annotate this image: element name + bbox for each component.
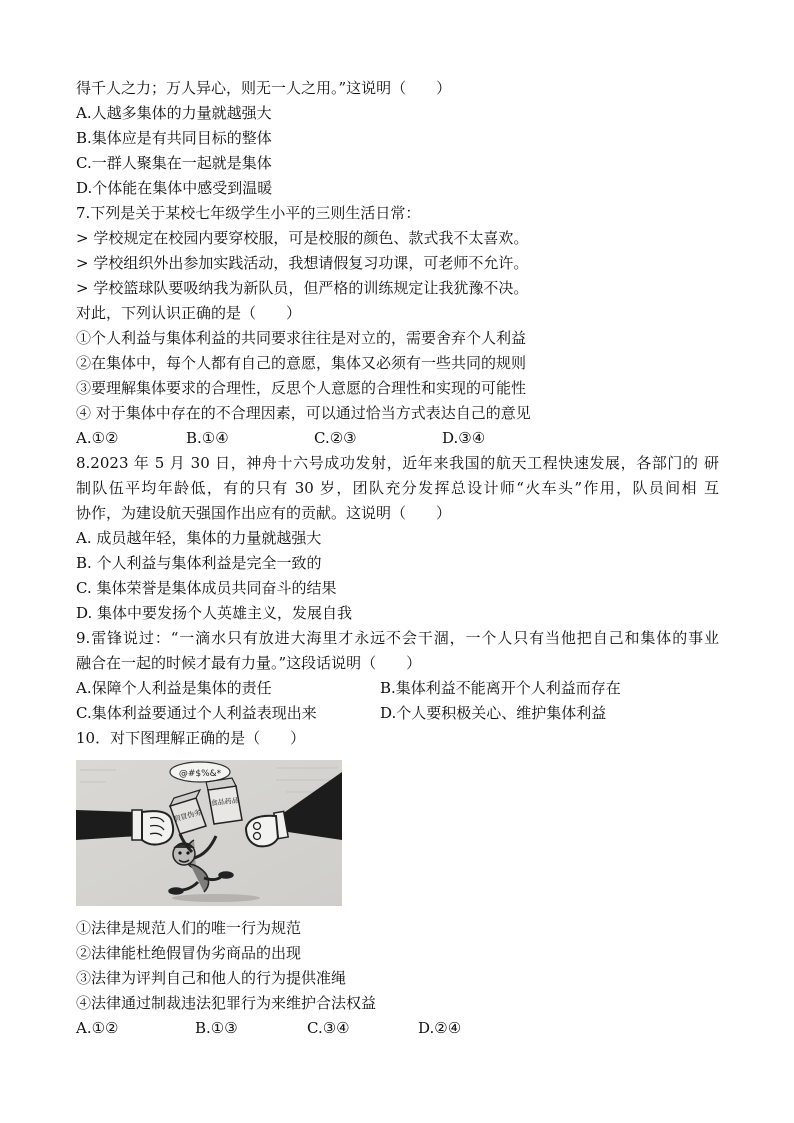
q7-scenario-3: > 学校篮球队要吸纳我为新队员，但严格的训练规定让我犹豫不决。 <box>76 279 529 297</box>
q7-option-a: A.①② <box>76 429 119 447</box>
q9-option-b: B.集体利益不能离开个人利益而存在 <box>380 679 621 697</box>
q7-item-4: ④ 对于集体中存在的不合理因素，可以通过恰当方式表达自己的意见 <box>76 404 531 422</box>
q10-item-3: ③法律为评判自己和他人的行为提供准绳 <box>76 969 347 987</box>
q7-option-c: C.②③ <box>314 429 357 447</box>
q7-question: 对此，下列认识正确的是（ ） <box>76 304 302 322</box>
svg-text:食品药品: 食品药品 <box>210 796 240 808</box>
q8-option-a: A. 成员越年轻，集体的力量就越强大 <box>76 529 322 547</box>
q10-item-2: ②法律能杜绝假冒伪劣商品的出现 <box>76 944 302 962</box>
q10-option-c: C.③④ <box>307 1019 350 1037</box>
q6-option-d: D.个体能在集体中感受到温暖 <box>76 179 273 197</box>
q10-option-b: B.①③ <box>195 1019 238 1037</box>
q6-option-b: B.集体应是有共同目标的整体 <box>76 129 272 147</box>
q10-stem: 10．对下图理解正确的是（ ） <box>76 729 306 747</box>
q7-item-1: ①个人利益与集体利益的共同要求往往是对立的，需要舍弃个人利益 <box>76 329 527 347</box>
q8-option-c: C. 集体荣誉是集体成员共同奋斗的结果 <box>76 579 337 597</box>
q7-item-3: ③要理解集体要求的合理性，反思个人意愿的合理性和实现的可能性 <box>76 379 527 397</box>
q8-stem-line-1: 8.2023 年 5 月 30 日，神舟十六号成功发射，近年来我国的航天工程快速发展，各部门的 研 <box>76 454 719 472</box>
q9-option-a: A.保障个人利益是集体的责任 <box>76 679 272 697</box>
q7-scenario-1: > 学校规定在校园内要穿校服，可是校服的颜色、款式我不太喜欢。 <box>76 229 529 247</box>
q7-option-d: D.③④ <box>442 429 486 447</box>
q9-option-c: C.集体利益要通过个人利益表现出来 <box>76 704 317 722</box>
q10-item-1: ①法律是规范人们的唯一行为规范 <box>76 919 302 937</box>
cartoon-figure <box>76 760 342 906</box>
q10-option-d: D.②④ <box>418 1019 462 1037</box>
q8-stem-line-2: 制队伍平均年龄低，有的只有 30 岁，团队充分发挥总设计师“火车头”作用，队员间相 互 <box>76 479 719 497</box>
q7-option-b: B.①④ <box>186 429 229 447</box>
q10-option-a: A.①② <box>76 1019 119 1037</box>
q7-item-2: ②在集体中，每个人都有自己的意愿，集体又必须有一些共同的规则 <box>76 354 527 372</box>
q9-stem-line-1: 9.雷锋说过：“一滴水只有放进大海里才永远不会干涸，一个人只有当他把自己和集体的事业 <box>76 629 719 647</box>
svg-text:@#$%&*: @#$%&* <box>178 769 222 779</box>
q6-option-c: C.一群人聚集在一起就是集体 <box>76 154 272 172</box>
q6-option-a: A.人越多集体的力量就越强大 <box>76 104 272 122</box>
q9-stem-line-2: 融合在一起的时候才最有力量。”这段话说明（ ） <box>76 654 422 672</box>
svg-text:假冒伪劣: 假冒伪劣 <box>172 808 203 824</box>
speech-bubble <box>170 762 230 782</box>
q8-stem-line-3: 协作，为建设航天强国作出应有的贡献。这说明（ ） <box>76 504 452 522</box>
q7-stem: 7.下列是关于某校七年级学生小平的三则生活日常： <box>76 204 421 222</box>
q6-stem-tail: 得千人之力；万人异心，则无一人之用。”这说明（ ） <box>76 79 452 97</box>
q10-item-4: ④法律通过制裁违法犯罪行为来维护合法权益 <box>76 994 377 1012</box>
q9-option-d: D.个人要积极关心、维护集体利益 <box>380 704 607 722</box>
q8-option-b: B. 个人利益与集体利益是完全一致的 <box>76 554 322 572</box>
q8-option-d: D. 集体中要发扬个人英雄主义，发展自我 <box>76 604 353 622</box>
q7-scenario-2: > 学校组织外出参加实践活动，我想请假复习功课，可老师不允许。 <box>76 254 529 272</box>
